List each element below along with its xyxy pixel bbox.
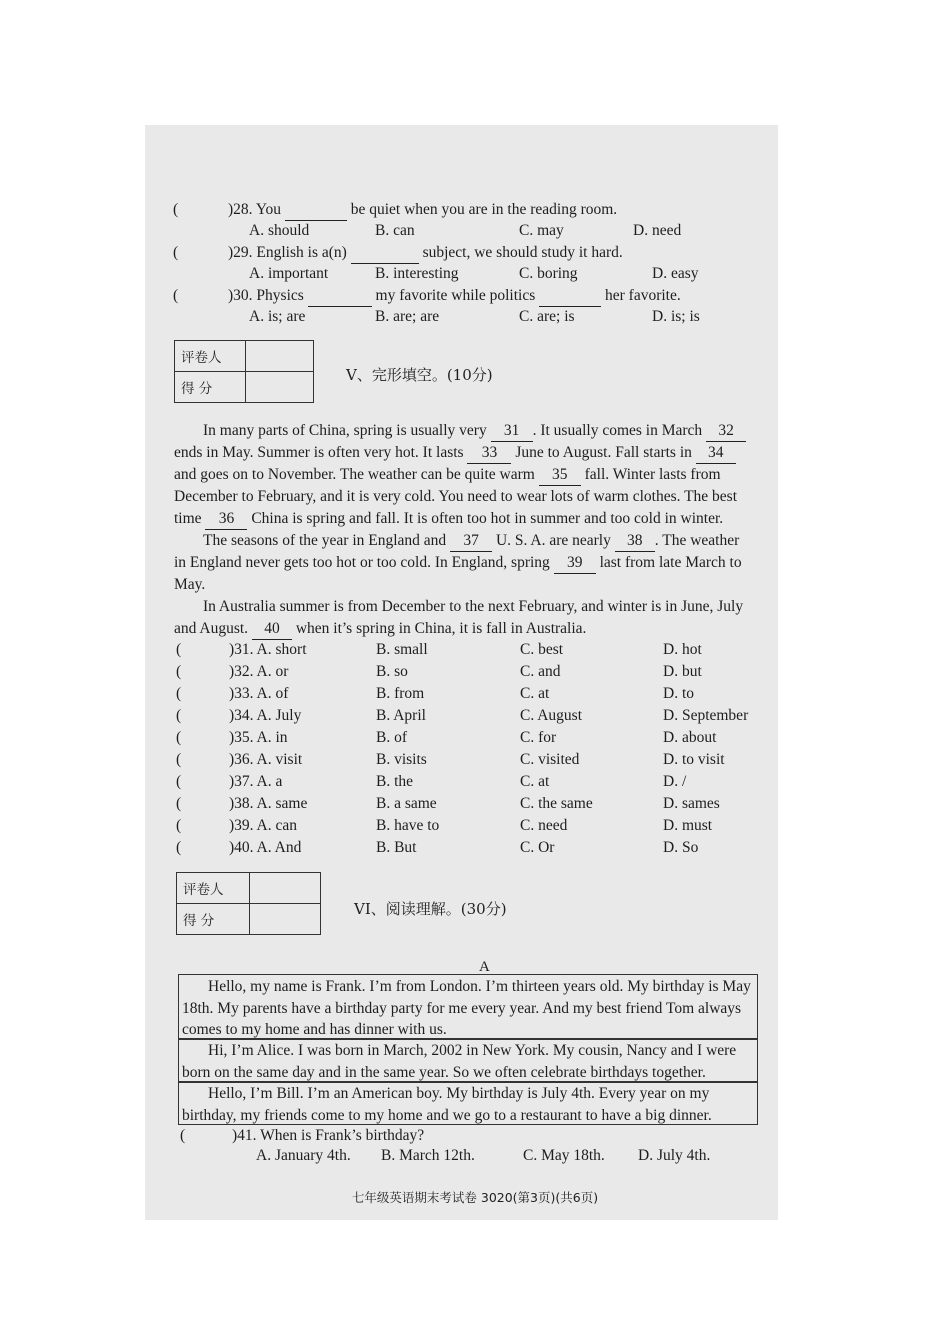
answer-paren: ( bbox=[176, 707, 182, 724]
option-a: A. important bbox=[249, 265, 329, 282]
answer-paren: ( bbox=[176, 685, 182, 702]
score-cell bbox=[250, 904, 321, 935]
option-a: )31. A. short bbox=[229, 641, 307, 658]
blank-36: 36 bbox=[205, 509, 247, 530]
question-41: )41. When is Frank’s birthday? bbox=[232, 1127, 425, 1144]
answer-paren: ( bbox=[176, 663, 182, 680]
cloze-line: May. bbox=[174, 576, 206, 593]
option-d: D. to bbox=[663, 685, 694, 702]
score-label: 得 分 bbox=[177, 904, 250, 935]
option-b: B. have to bbox=[376, 817, 440, 834]
option-d: D. about bbox=[663, 729, 717, 746]
blank-40: 40 bbox=[252, 619, 292, 640]
cloze-line: In many parts of China, spring is usually very 31 . It usually comes in March 32 bbox=[203, 421, 746, 442]
option-c: C. May 18th. bbox=[523, 1147, 605, 1164]
passage-paragraph: Hello, my name is Frank. I’m from London. I’m thirteen years old. My birthday is May 18th. My parents have a birthday party for me every year. And my best friend Tom always comes to my home and has dinner with us. bbox=[182, 978, 751, 1038]
page-footer: 七年级英语期末考试卷 3020(第3页)(共6页) bbox=[351, 1190, 599, 1205]
blank-39: 39 bbox=[554, 553, 596, 574]
option-b: B. of bbox=[376, 729, 407, 746]
option-a: )35. A. in bbox=[229, 729, 288, 746]
blank-33: 33 bbox=[467, 443, 511, 464]
option-c: C. may bbox=[519, 222, 564, 239]
blank bbox=[539, 286, 601, 307]
option-d: D. to visit bbox=[663, 751, 725, 768]
grader-label: 评卷人 bbox=[177, 873, 250, 904]
option-b: B. But bbox=[376, 839, 417, 856]
option-b: B. March 12th. bbox=[381, 1147, 475, 1164]
option-d: D. need bbox=[633, 222, 682, 239]
option-b: B. a same bbox=[376, 795, 437, 812]
section-title-reading: VI、阅读理解。(30分) bbox=[354, 900, 507, 918]
blank bbox=[285, 200, 347, 221]
option-d: D. easy bbox=[652, 265, 699, 282]
option-a: A. is; are bbox=[249, 308, 306, 325]
option-d: D. must bbox=[663, 817, 713, 834]
option-d: D. but bbox=[663, 663, 702, 680]
question-28: )28. You be quiet when you are in the reading room. bbox=[228, 200, 617, 221]
option-d: D. / bbox=[663, 773, 687, 790]
option-c: C. for bbox=[520, 729, 557, 746]
section-title-cloze: V、完形填空。(10分) bbox=[346, 366, 493, 384]
option-a: A. January 4th. bbox=[256, 1147, 351, 1164]
score-box bbox=[174, 340, 314, 403]
option-c: C. need bbox=[520, 817, 568, 834]
option-c: C. visited bbox=[520, 751, 580, 768]
grader-label: 评卷人 bbox=[175, 341, 246, 372]
blank-38: 38 bbox=[615, 531, 655, 552]
cloze-line: ends in May. Summer is often very hot. It lasts 33 June to August. Fall starts in 34 bbox=[174, 443, 736, 464]
passage-label: A bbox=[479, 959, 490, 975]
cloze-line: and goes on to November. The weather can be quite warm 35 fall. Winter lasts from bbox=[174, 465, 721, 486]
option-b: B. can bbox=[375, 222, 415, 239]
answer-paren: ( bbox=[173, 201, 179, 218]
cloze-line: The seasons of the year in England and 37 U. S. A. are nearly 38 . The weather bbox=[203, 531, 739, 552]
answer-paren: ( bbox=[176, 641, 182, 658]
answer-paren: ( bbox=[176, 817, 182, 834]
grader-cell bbox=[250, 873, 321, 904]
option-a: )33. A. of bbox=[229, 685, 289, 702]
cloze-line: December to February, and it is very cold. You need to wear lots of warm clothes. The best bbox=[174, 488, 738, 505]
answer-paren: ( bbox=[176, 839, 182, 856]
cloze-line: In Australia summer is from December to the next February, and winter is in June, July bbox=[203, 598, 744, 615]
passage-paragraph: Hello, I’m Bill. I’m an American boy. My birthday is July 4th. Every year on my birthday, my friends come to my home and we go to a restaurant to have a big dinner. bbox=[182, 1085, 712, 1124]
option-c: C. the same bbox=[520, 795, 593, 812]
score-cell bbox=[246, 372, 314, 403]
passage-box-frank bbox=[178, 974, 758, 1039]
option-b: B. small bbox=[376, 641, 428, 658]
blank-32: 32 bbox=[706, 421, 746, 442]
option-b: B. the bbox=[376, 773, 414, 790]
grader-cell bbox=[246, 341, 314, 372]
question-29: )29. English is a(n) subject, we should study it hard. bbox=[228, 243, 623, 264]
score-label: 得 分 bbox=[175, 372, 246, 403]
option-c: C. are; is bbox=[519, 308, 575, 325]
answer-paren: ( bbox=[173, 244, 179, 261]
option-b: B. so bbox=[376, 663, 408, 680]
cloze-line: and August. 40 when it’s spring in China, it is fall in Australia. bbox=[174, 619, 586, 640]
option-c: C. Or bbox=[520, 839, 555, 856]
option-d: D. July 4th. bbox=[638, 1147, 711, 1164]
option-c: C. boring bbox=[519, 265, 578, 282]
option-d: D. So bbox=[663, 839, 699, 856]
blank-37: 37 bbox=[450, 531, 492, 552]
option-c: C. August bbox=[520, 707, 583, 724]
option-b: B. are; are bbox=[375, 308, 440, 325]
blank bbox=[351, 243, 419, 264]
blank-35: 35 bbox=[539, 465, 581, 486]
option-c: C. at bbox=[520, 773, 550, 790]
option-b: B. April bbox=[376, 707, 426, 724]
option-b: B. from bbox=[376, 685, 425, 702]
option-a: )38. A. same bbox=[229, 795, 308, 812]
option-c: C. and bbox=[520, 663, 561, 680]
cloze-line: in England never gets too hot or too cold. In England, spring 39 last from late March to bbox=[174, 553, 742, 574]
option-c: C. at bbox=[520, 685, 550, 702]
option-b: B. visits bbox=[376, 751, 427, 768]
option-d: D. sames bbox=[663, 795, 720, 812]
passage-paragraph: Hi, I’m Alice. I was born in March, 2002 in New York. My cousin, Nancy and I were born on the same day and in the same year. So we often celebrate birthdays together. bbox=[182, 1042, 737, 1081]
blank bbox=[308, 286, 372, 307]
option-a: )34. A. July bbox=[229, 707, 302, 724]
question-30: )30. Physics my favorite while politics her favorite. bbox=[228, 286, 681, 307]
option-a: A. should bbox=[249, 222, 310, 239]
option-a: )39. A. can bbox=[229, 817, 298, 834]
option-d: D. is; is bbox=[652, 308, 700, 325]
answer-paren: ( bbox=[176, 751, 182, 768]
answer-paren: ( bbox=[180, 1127, 186, 1144]
option-b: B. interesting bbox=[375, 265, 459, 282]
option-d: D. hot bbox=[663, 641, 702, 658]
option-a: )37. A. a bbox=[229, 773, 283, 790]
blank-34: 34 bbox=[696, 443, 736, 464]
answer-paren: ( bbox=[176, 795, 182, 812]
answer-paren: ( bbox=[176, 773, 182, 790]
answer-paren: ( bbox=[176, 729, 182, 746]
blank-31: 31 bbox=[491, 421, 533, 442]
cloze-line: time 36 China is spring and fall. It is often too hot in summer and too cold in winter. bbox=[174, 509, 723, 530]
answer-paren: ( bbox=[173, 287, 179, 304]
option-d: D. September bbox=[663, 707, 749, 724]
passage-box-alice bbox=[178, 1039, 758, 1082]
option-a: )36. A. visit bbox=[229, 751, 303, 768]
passage-box-bill bbox=[178, 1082, 758, 1125]
option-c: C. best bbox=[520, 641, 564, 658]
option-a: )40. A. And bbox=[229, 839, 302, 856]
score-box bbox=[176, 872, 321, 935]
option-a: )32. A. or bbox=[229, 663, 289, 680]
